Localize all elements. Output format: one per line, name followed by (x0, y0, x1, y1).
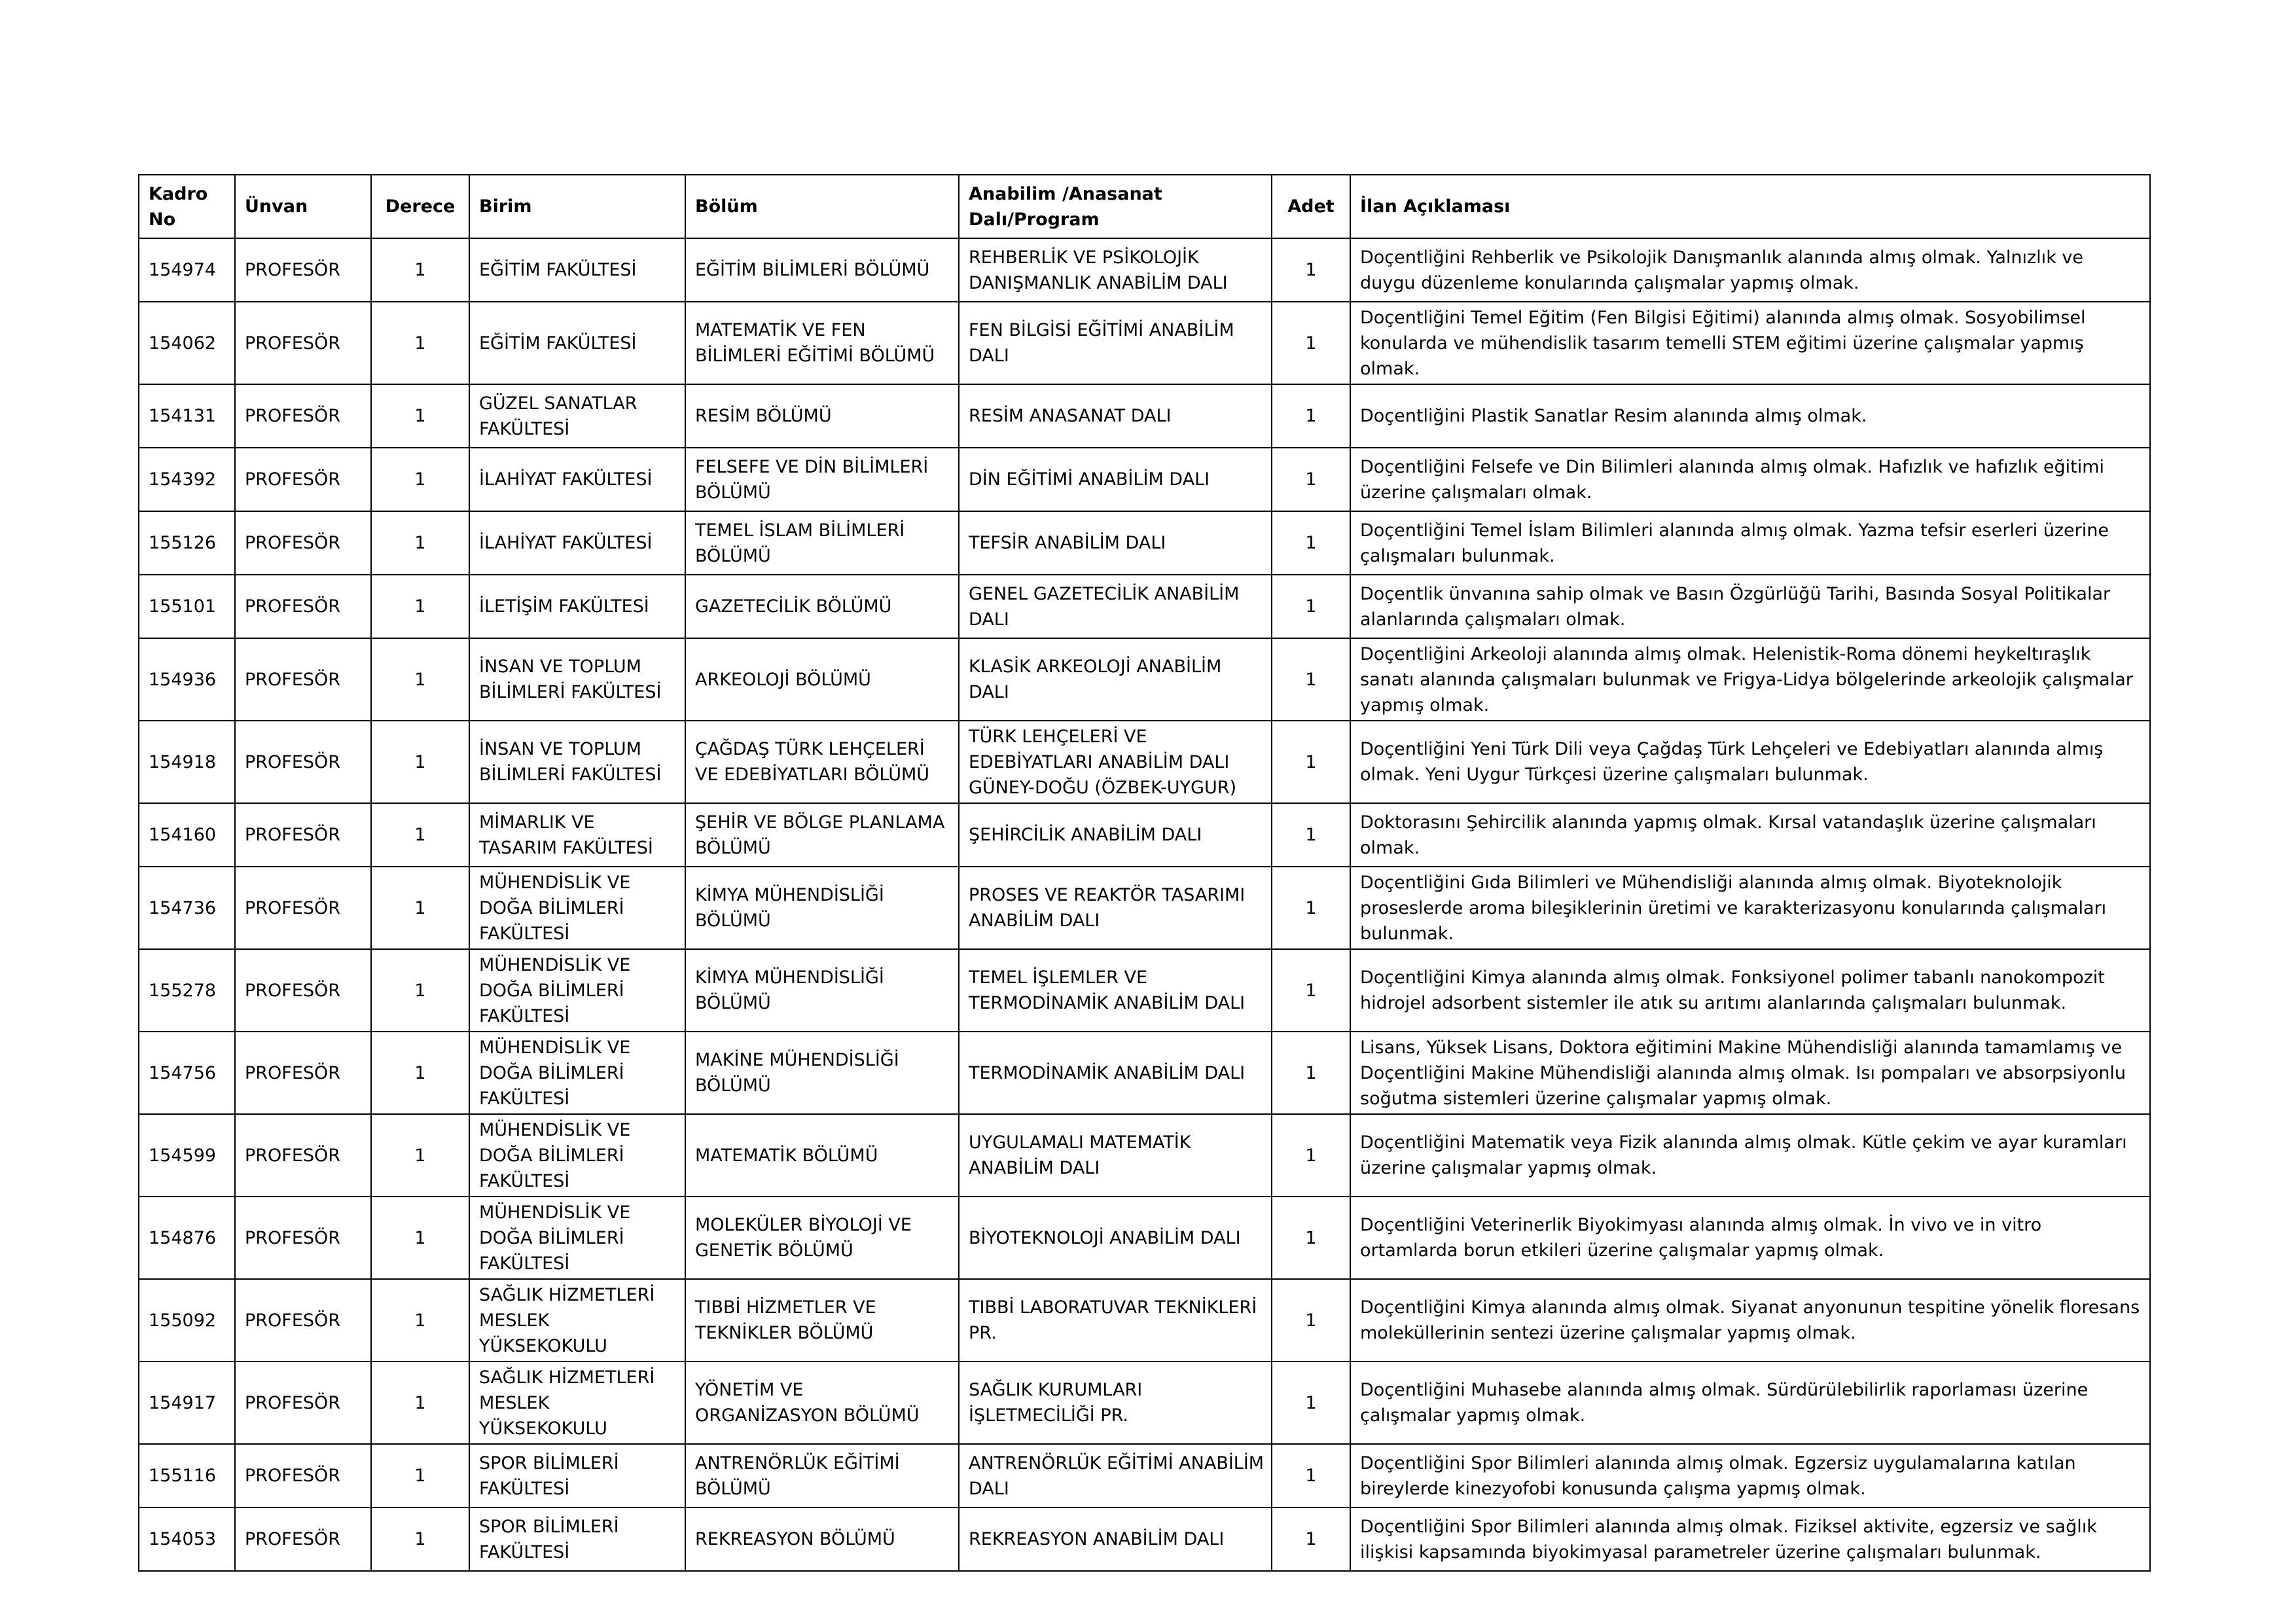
cell-unvan: PROFESÖR (235, 302, 371, 384)
table-row (139, 1197, 2150, 1279)
cell-bolum: RESİM BÖLÜMÜ (685, 384, 959, 448)
cell-kadro-no: 154936 (139, 638, 235, 721)
cell-bolum: TEMEL İSLAM BİLİMLERİ BÖLÜMÜ (685, 511, 959, 575)
cell-anabilim: RESİM ANASANAT DALI (959, 384, 1272, 448)
cell-birim: MÜHENDİSLİK VE DOĞA BİLİMLERİ FAKÜLTESİ (469, 1114, 685, 1197)
table-row (139, 1444, 2150, 1507)
cell-derece: 1 (371, 638, 469, 721)
cell-adet: 1 (1272, 1444, 1350, 1507)
cell-birim: İNSAN VE TOPLUM BİLİMLERİ FAKÜLTESİ (469, 638, 685, 721)
cell-kadro-no: 154131 (139, 384, 235, 448)
cell-ilan: Doçentliğini Matematik veya Fizik alanında almış olmak. Kütle çekim ve ayar kuramları üzerine çalışmalar yapmış olmak. (1350, 1114, 2150, 1197)
cell-unvan: PROFESÖR (235, 867, 371, 949)
cell-derece: 1 (371, 1114, 469, 1197)
cell-anabilim: PROSES VE REAKTÖR TASARIMI ANABİLİM DALI (959, 867, 1272, 949)
cell-ilan: Doçentliğini Veterinerlik Biyokimyası alanında almış olmak. İn vivo ve in vitro ortamlarda borun etkileri üzerine çalışmalar yapmış olmak. (1350, 1197, 2150, 1279)
cell-unvan: PROFESÖR (235, 949, 371, 1032)
cell-bolum: KİMYA MÜHENDİSLİĞİ BÖLÜMÜ (685, 867, 959, 949)
cell-kadro-no: 154736 (139, 867, 235, 949)
cell-adet: 1 (1272, 803, 1350, 867)
cell-kadro-no: 154756 (139, 1032, 235, 1114)
cell-unvan: PROFESÖR (235, 803, 371, 867)
cell-unvan: PROFESÖR (235, 1114, 371, 1197)
cell-birim: MÜHENDİSLİK VE DOĞA BİLİMLERİ FAKÜLTESİ (469, 1032, 685, 1114)
cell-kadro-no: 154392 (139, 448, 235, 511)
cell-kadro-no: 154876 (139, 1197, 235, 1279)
cell-anabilim: ANTRENÖRLÜK EĞİTİMİ ANABİLİM DALI (959, 1444, 1272, 1507)
cell-unvan: PROFESÖR (235, 575, 371, 638)
cell-anabilim: TEMEL İŞLEMLER VE TERMODİNAMİK ANABİLİM DALI (959, 949, 1272, 1032)
cell-adet: 1 (1272, 638, 1350, 721)
table-row (139, 1507, 2150, 1571)
table-row (139, 384, 2150, 448)
cell-adet: 1 (1272, 721, 1350, 803)
cell-adet: 1 (1272, 384, 1350, 448)
cell-birim: GÜZEL SANATLAR FAKÜLTESİ (469, 384, 685, 448)
cell-unvan: PROFESÖR (235, 511, 371, 575)
cell-kadro-no: 155101 (139, 575, 235, 638)
cell-adet: 1 (1272, 1032, 1350, 1114)
header-bolum: Bölüm (685, 175, 959, 238)
cell-anabilim: FEN BİLGİSİ EĞİTİMİ ANABİLİM DALI (959, 302, 1272, 384)
cell-kadro-no: 154974 (139, 238, 235, 302)
table-row (139, 1114, 2150, 1197)
cell-ilan: Doçentliğini Yeni Türk Dili veya Çağdaş Türk Lehçeleri ve Edebiyatları alanında almış olmak. Yeni Uygur Türkçesi üzerine çalışmaları bulunmak. (1350, 721, 2150, 803)
cell-unvan: PROFESÖR (235, 384, 371, 448)
cell-birim: SAĞLIK HİZMETLERİ MESLEK YÜKSEKOKULU (469, 1279, 685, 1362)
cell-kadro-no: 155116 (139, 1444, 235, 1507)
cell-ilan: Doçentliğini Spor Bilimleri alanında almış olmak. Fiziksel aktivite, egzersiz ve sağlık ilişkisi kapsamında biyokimyasal parametreler üzerine çalışmaları bulunmak. (1350, 1507, 2150, 1571)
cell-ilan: Doçentliğini Temel İslam Bilimleri alanında almış olmak. Yazma tefsir eserleri üzerine çalışmaları bulunmak. (1350, 511, 2150, 575)
cell-anabilim: REKREASYON ANABİLİM DALI (959, 1507, 1272, 1571)
cell-ilan: Doçentliğini Felsefe ve Din Bilimleri alanında almış olmak. Hafızlık ve hafızlık eğitimi üzerine çalışmaları olmak. (1350, 448, 2150, 511)
cell-adet: 1 (1272, 1279, 1350, 1362)
table-row (139, 1279, 2150, 1362)
header-derece: Derece (371, 175, 469, 238)
cell-derece: 1 (371, 1362, 469, 1444)
cell-birim: EĞİTİM FAKÜLTESİ (469, 238, 685, 302)
header-anabilim: Anabilim /Anasanat Dalı/Program (959, 175, 1272, 238)
cell-birim: İLETİŞİM FAKÜLTESİ (469, 575, 685, 638)
table-row (139, 575, 2150, 638)
cell-derece: 1 (371, 1507, 469, 1571)
cell-birim: SPOR BİLİMLERİ FAKÜLTESİ (469, 1444, 685, 1507)
cell-unvan: PROFESÖR (235, 1197, 371, 1279)
cell-derece: 1 (371, 1444, 469, 1507)
cell-bolum: ŞEHİR VE BÖLGE PLANLAMA BÖLÜMÜ (685, 803, 959, 867)
cell-anabilim: UYGULAMALI MATEMATİK ANABİLİM DALI (959, 1114, 1272, 1197)
table-row (139, 721, 2150, 803)
cell-birim: EĞİTİM FAKÜLTESİ (469, 302, 685, 384)
cell-adet: 1 (1272, 949, 1350, 1032)
cell-kadro-no: 154918 (139, 721, 235, 803)
cell-adet: 1 (1272, 1507, 1350, 1571)
cell-unvan: PROFESÖR (235, 238, 371, 302)
cell-bolum: FELSEFE VE DİN BİLİMLERİ BÖLÜMÜ (685, 448, 959, 511)
cell-anabilim: DİN EĞİTİMİ ANABİLİM DALI (959, 448, 1272, 511)
cell-birim: MÜHENDİSLİK VE DOĞA BİLİMLERİ FAKÜLTESİ (469, 949, 685, 1032)
cell-ilan: Doçentliğini Spor Bilimleri alanında almış olmak. Egzersiz uygulamalarına katılan bireylerde kinezyofobi konusunda çalışma yapmış olmak. (1350, 1444, 2150, 1507)
table-row (139, 867, 2150, 949)
cell-bolum: GAZETECİLİK BÖLÜMÜ (685, 575, 959, 638)
table-row (139, 238, 2150, 302)
cell-birim: MÜHENDİSLİK VE DOĞA BİLİMLERİ FAKÜLTESİ (469, 1197, 685, 1279)
cell-derece: 1 (371, 448, 469, 511)
cell-bolum: YÖNETİM VE ORGANİZASYON BÖLÜMÜ (685, 1362, 959, 1444)
table-row (139, 803, 2150, 867)
cell-ilan: Doçentliğini Rehberlik ve Psikolojik Danışmanlık alanında almış olmak. Yalnızlık ve duygu düzenleme konularında çalışmalar yapmış olmak. (1350, 238, 2150, 302)
cell-derece: 1 (371, 721, 469, 803)
cell-bolum: MATEMATİK BÖLÜMÜ (685, 1114, 959, 1197)
header-adet: Adet (1272, 175, 1350, 238)
header-birim: Birim (469, 175, 685, 238)
cell-derece: 1 (371, 867, 469, 949)
cell-derece: 1 (371, 511, 469, 575)
table-row (139, 302, 2150, 384)
cell-adet: 1 (1272, 1362, 1350, 1444)
cell-anabilim: KLASİK ARKEOLOJİ ANABİLİM DALI (959, 638, 1272, 721)
cell-anabilim: TEFSİR ANABİLİM DALI (959, 511, 1272, 575)
cell-birim: İNSAN VE TOPLUM BİLİMLERİ FAKÜLTESİ (469, 721, 685, 803)
cell-anabilim: BİYOTEKNOLOJİ ANABİLİM DALI (959, 1197, 1272, 1279)
cell-adet: 1 (1272, 302, 1350, 384)
header-unvan: Ünvan (235, 175, 371, 238)
cell-bolum: ARKEOLOJİ BÖLÜMÜ (685, 638, 959, 721)
cell-derece: 1 (371, 949, 469, 1032)
cell-unvan: PROFESÖR (235, 1507, 371, 1571)
cell-bolum: EĞİTİM BİLİMLERİ BÖLÜMÜ (685, 238, 959, 302)
cell-derece: 1 (371, 575, 469, 638)
cell-adet: 1 (1272, 238, 1350, 302)
cell-bolum: KİMYA MÜHENDİSLİĞİ BÖLÜMÜ (685, 949, 959, 1032)
table-row (139, 949, 2150, 1032)
faculty-positions-table (138, 174, 2151, 1572)
cell-kadro-no: 154160 (139, 803, 235, 867)
cell-ilan: Doçentlik ünvanına sahip olmak ve Basın Özgürlüğü Tarihi, Basında Sosyal Politikalar alanlarında çalışmaları olmak. (1350, 575, 2150, 638)
cell-anabilim: SAĞLIK KURUMLARI İŞLETMECİLİĞİ PR. (959, 1362, 1272, 1444)
cell-derece: 1 (371, 384, 469, 448)
cell-kadro-no: 154599 (139, 1114, 235, 1197)
cell-ilan: Doçentliğini Muhasebe alanında almış olmak. Sürdürülebilirlik raporlaması üzerine çalışmalar yapmış olmak. (1350, 1362, 2150, 1444)
cell-kadro-no: 155278 (139, 949, 235, 1032)
cell-anabilim: TERMODİNAMİK ANABİLİM DALI (959, 1032, 1272, 1114)
cell-anabilim: GENEL GAZETECİLİK ANABİLİM DALI (959, 575, 1272, 638)
cell-bolum: MATEMATİK VE FEN BİLİMLERİ EĞİTİMİ BÖLÜMÜ (685, 302, 959, 384)
cell-derece: 1 (371, 1032, 469, 1114)
cell-bolum: ANTRENÖRLÜK EĞİTİMİ BÖLÜMÜ (685, 1444, 959, 1507)
cell-kadro-no: 154062 (139, 302, 235, 384)
cell-birim: SAĞLIK HİZMETLERİ MESLEK YÜKSEKOKULU (469, 1362, 685, 1444)
cell-anabilim: REHBERLİK VE PSİKOLOJİK DANIŞMANLIK ANABİLİM DALI (959, 238, 1272, 302)
cell-bolum: ÇAĞDAŞ TÜRK LEHÇELERİ VE EDEBİYATLARI BÖLÜMÜ (685, 721, 959, 803)
cell-ilan: Doçentliğini Kimya alanında almış olmak. Fonksiyonel polimer tabanlı nanokompozit hidrojel adsorbent sistemler ile atık su arıtımı alanlarında çalışmaları bulunmak. (1350, 949, 2150, 1032)
cell-bolum: MOLEKÜLER BİYOLOJİ VE GENETİK BÖLÜMÜ (685, 1197, 959, 1279)
cell-kadro-no: 154917 (139, 1362, 235, 1444)
cell-derece: 1 (371, 1197, 469, 1279)
cell-ilan: Doçentliğini Plastik Sanatlar Resim alanında almış olmak. (1350, 384, 2150, 448)
cell-kadro-no: 154053 (139, 1507, 235, 1571)
cell-unvan: PROFESÖR (235, 1279, 371, 1362)
cell-birim: İLAHİYAT FAKÜLTESİ (469, 511, 685, 575)
cell-bolum: MAKİNE MÜHENDİSLİĞİ BÖLÜMÜ (685, 1032, 959, 1114)
cell-birim: SPOR BİLİMLERİ FAKÜLTESİ (469, 1507, 685, 1571)
cell-kadro-no: 155092 (139, 1279, 235, 1362)
cell-ilan: Doçentliğini Kimya alanında almış olmak. Siyanat anyonunun tespitine yönelik floresans moleküllerinin sentezi üzerine çalışmalar yapmış olmak. (1350, 1279, 2150, 1362)
cell-adet: 1 (1272, 511, 1350, 575)
cell-birim: İLAHİYAT FAKÜLTESİ (469, 448, 685, 511)
cell-ilan: Doçentliğini Temel Eğitim (Fen Bilgisi Eğitimi) alanında almış olmak. Sosyobilimsel konularda ve mühendislik tasarım temelli STEM eğitimi üzerine çalışmalar yapmış olmak. (1350, 302, 2150, 384)
cell-adet: 1 (1272, 1197, 1350, 1279)
cell-kadro-no: 155126 (139, 511, 235, 575)
cell-derece: 1 (371, 238, 469, 302)
table-row (139, 1362, 2150, 1444)
cell-ilan: Doçentliğini Gıda Bilimleri ve Mühendisliği alanında almış olmak. Biyoteknolojik proseslerde aroma bileşiklerinin üretimi ve karakterizasyonu konularında çalışmaları bulunmak. (1350, 867, 2150, 949)
cell-unvan: PROFESÖR (235, 721, 371, 803)
cell-unvan: PROFESÖR (235, 448, 371, 511)
cell-bolum: REKREASYON BÖLÜMÜ (685, 1507, 959, 1571)
table-row (139, 1032, 2150, 1114)
cell-unvan: PROFESÖR (235, 1032, 371, 1114)
cell-unvan: PROFESÖR (235, 638, 371, 721)
table-row (139, 448, 2150, 511)
cell-anabilim: ŞEHİRCİLİK ANABİLİM DALI (959, 803, 1272, 867)
cell-derece: 1 (371, 302, 469, 384)
table-row (139, 511, 2150, 575)
cell-anabilim: TÜRK LEHÇELERİ VE EDEBİYATLARI ANABİLİM DALI GÜNEY-DOĞU (ÖZBEK-UYGUR) (959, 721, 1272, 803)
cell-derece: 1 (371, 1279, 469, 1362)
cell-ilan: Doçentliğini Arkeoloji alanında almış olmak. Helenistik-Roma dönemi heykeltıraşlık sanatı alanında çalışmaları bulunmak ve Frigya-Lidya bölgelerinde arkeolojik çalışmalar yapmış olmak. (1350, 638, 2150, 721)
header-row (139, 175, 2150, 238)
cell-birim: MÜHENDİSLİK VE DOĞA BİLİMLERİ FAKÜLTESİ (469, 867, 685, 949)
cell-bolum: TIBBİ HİZMETLER VE TEKNİKLER BÖLÜMÜ (685, 1279, 959, 1362)
cell-adet: 1 (1272, 575, 1350, 638)
cell-adet: 1 (1272, 867, 1350, 949)
cell-birim: MİMARLIK VE TASARIM FAKÜLTESİ (469, 803, 685, 867)
cell-adet: 1 (1272, 1114, 1350, 1197)
cell-unvan: PROFESÖR (235, 1362, 371, 1444)
cell-adet: 1 (1272, 448, 1350, 511)
cell-anabilim: TIBBİ LABORATUVAR TEKNİKLERİ PR. (959, 1279, 1272, 1362)
cell-ilan: Lisans, Yüksek Lisans, Doktora eğitimini Makine Mühendisliği alanında tamamlamış ve Doçentliğini Makine Mühendisliği alanında almış olmak. Isı pompaları ve absorpsiyonlu soğutma sistemleri üzerine çalışmalar yapmış olmak. (1350, 1032, 2150, 1114)
header-ilan-aciklamasi: İlan Açıklaması (1350, 175, 2150, 238)
cell-derece: 1 (371, 803, 469, 867)
cell-ilan: Doktorasını Şehircilik alanında yapmış olmak. Kırsal vatandaşlık üzerine çalışmaları olmak. (1350, 803, 2150, 867)
table-row (139, 638, 2150, 721)
header-kadro-no: Kadro No (139, 175, 235, 238)
cell-unvan: PROFESÖR (235, 1444, 371, 1507)
